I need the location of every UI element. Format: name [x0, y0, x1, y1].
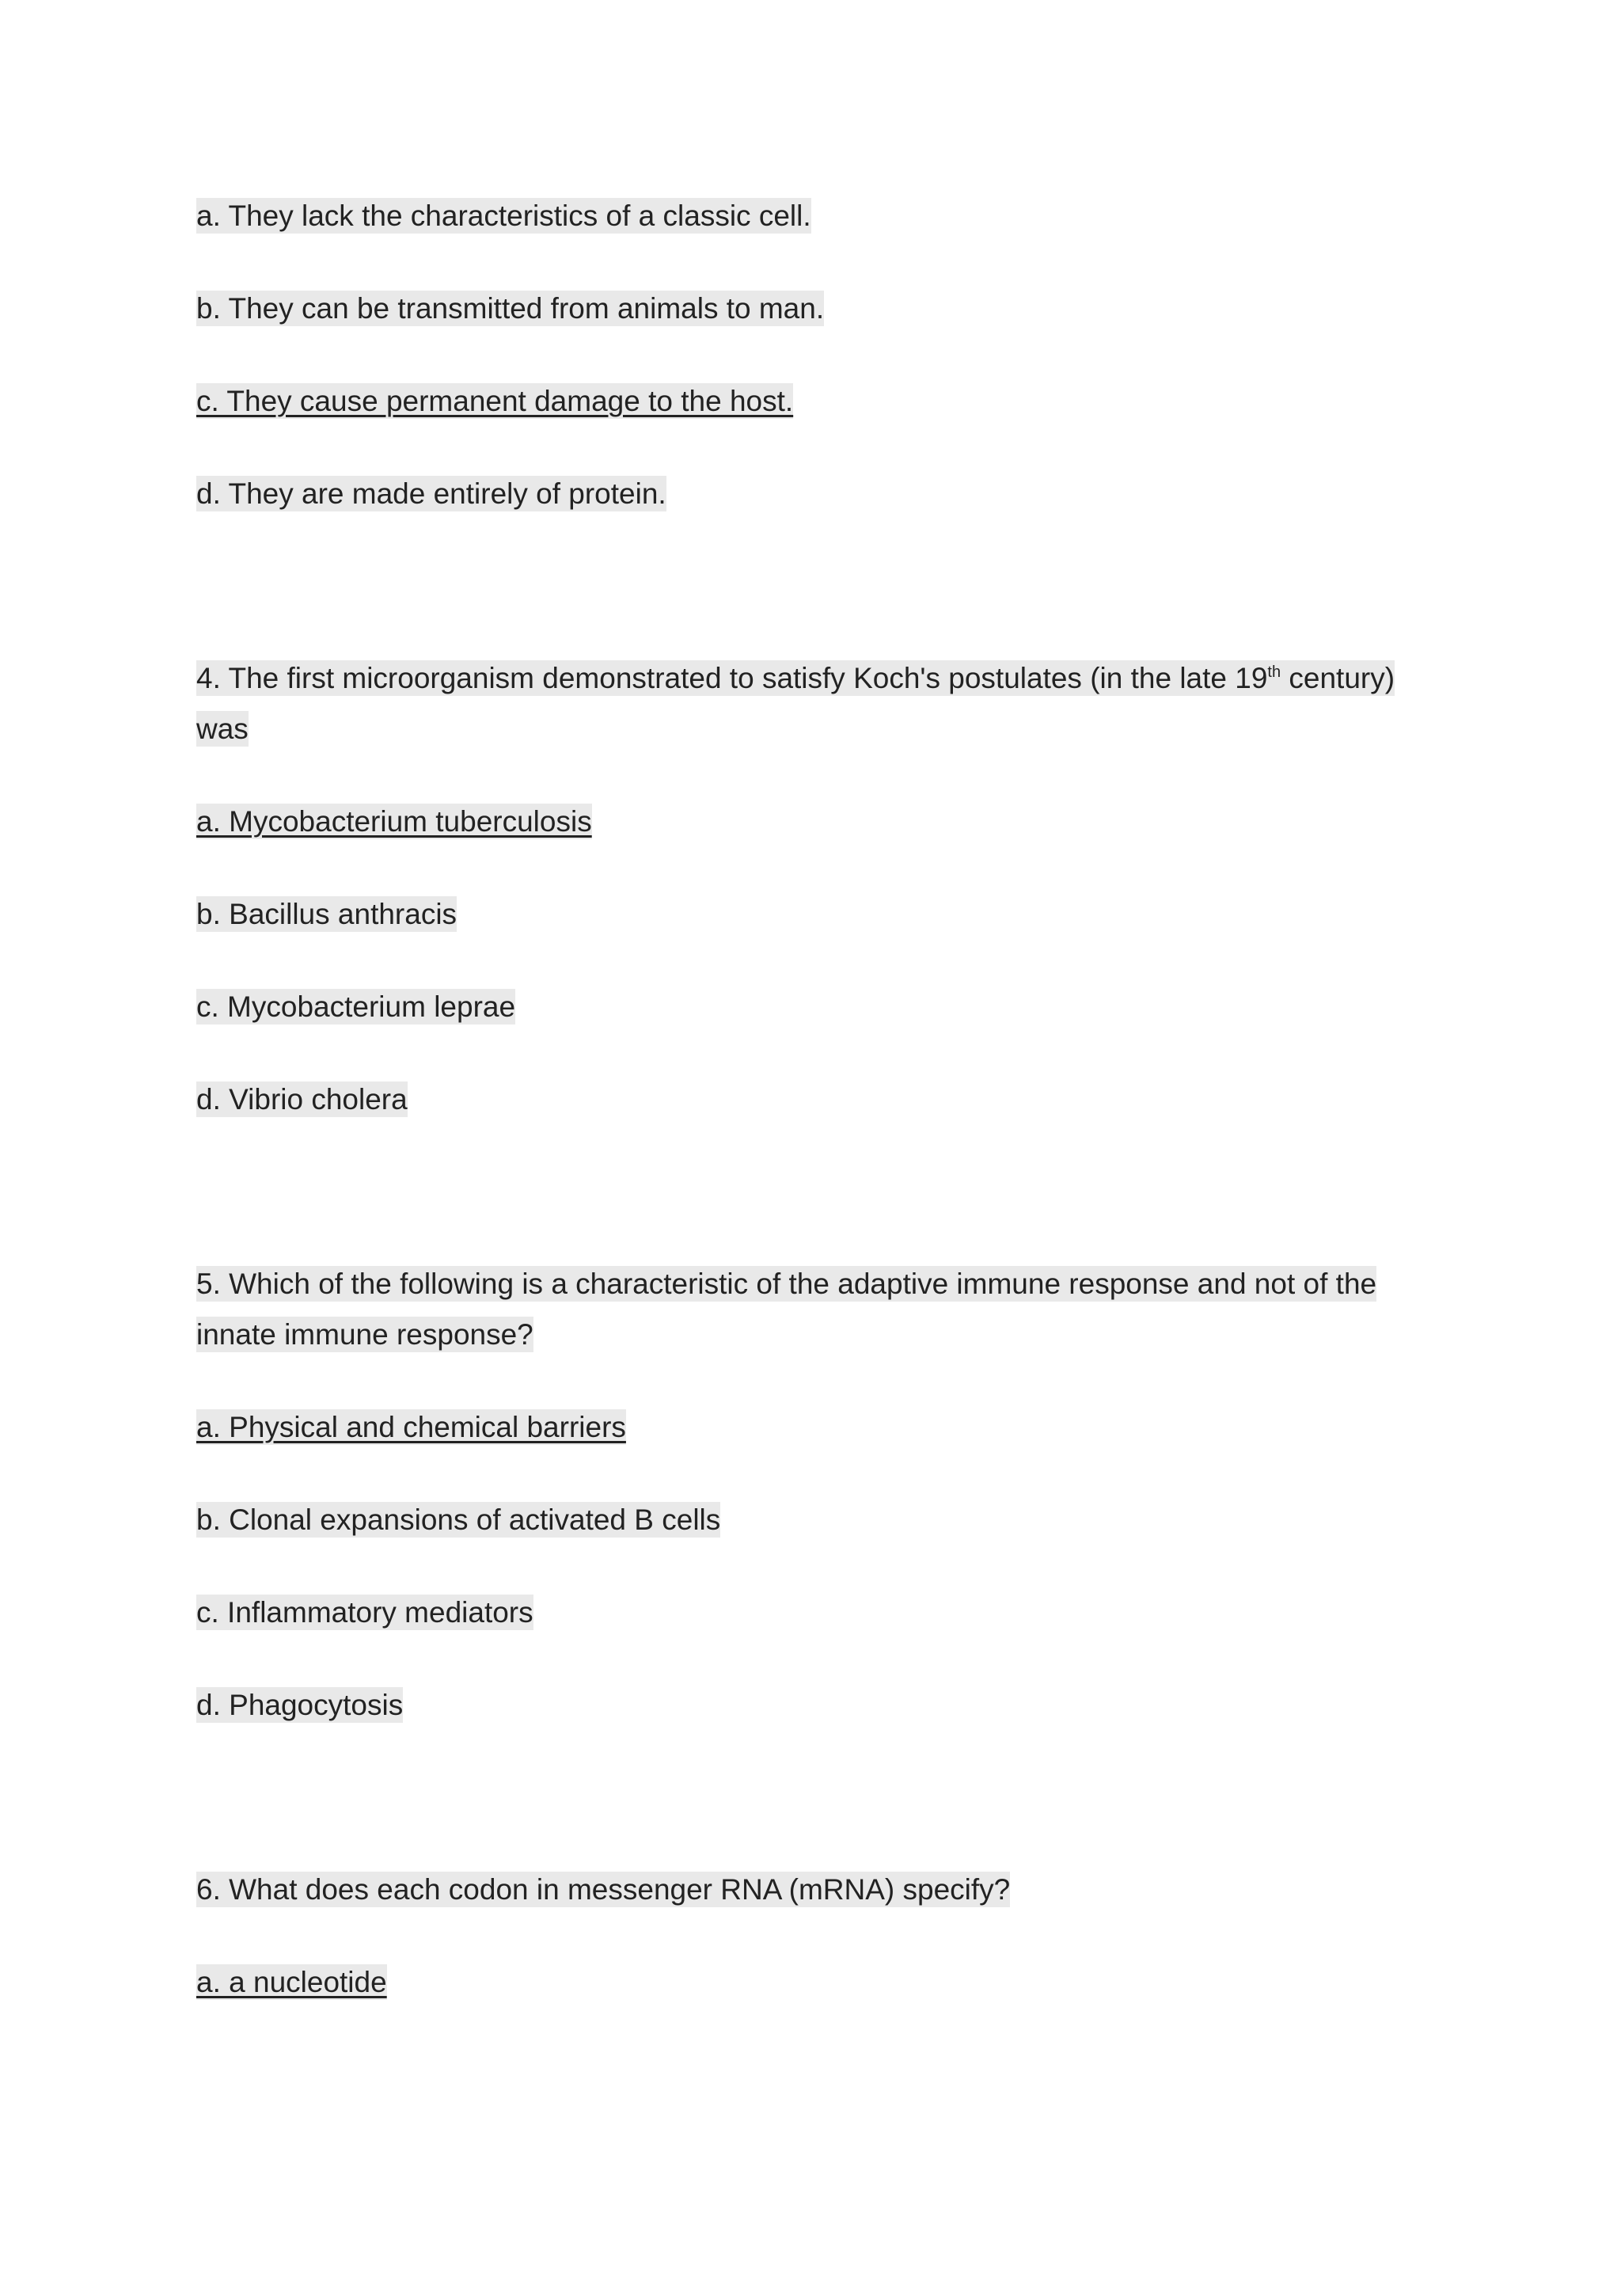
q6-stem — [196, 1872, 1010, 1908]
q4-stem-superscript: th — [1267, 663, 1281, 681]
q4-stem-line2: was — [196, 713, 249, 745]
q4-option-d — [196, 1081, 408, 1118]
q3-option-d-text: d. They are made entirely of protein. — [196, 477, 666, 510]
q5-option-a-text: a. Physical and chemical barriers — [196, 1411, 626, 1443]
q6-option-a-answer — [196, 1964, 387, 2001]
q5-option-c — [196, 1595, 533, 1631]
q5-option-b-text: b. Clonal expansions of activated B cells — [196, 1503, 721, 1536]
q5-option-d-text: d. Phagocytosis — [196, 1689, 404, 1721]
q4-option-c-text: c. Mycobacterium leprae — [196, 990, 516, 1023]
q5-option-d — [196, 1687, 403, 1724]
q3-option-a — [196, 198, 811, 234]
q4-option-b — [196, 896, 457, 933]
q6-stem-text: 6. What does each codon in messenger RNA (mRNA) specify? — [196, 1873, 1011, 1906]
q4-stem — [196, 660, 1395, 697]
q4-option-b-text: b. Bacillus anthracis — [196, 898, 457, 930]
q5-stem — [196, 1266, 1376, 1302]
q5-stem-line2: innate immune response? — [196, 1318, 533, 1351]
q4-stem-part1: 4. The first microorganism demonstrated to satisfy Koch's postulates (in the late 19 — [196, 662, 1268, 694]
q3-option-b-text: b. They can be transmitted from animals to man. — [196, 292, 825, 325]
q3-option-c-text: c. They cause permanent damage to the host. — [196, 385, 794, 417]
q5-stem-line1: 5. Which of the following is a characteristic of the adaptive immune response and not of the — [196, 1268, 1377, 1300]
q3-option-b — [196, 291, 824, 327]
q3-option-c-answer — [196, 383, 793, 420]
q4-option-d-text: d. Vibrio cholera — [196, 1083, 408, 1116]
q5-option-b — [196, 1502, 720, 1538]
q3-option-a-text: a. They lack the characteristics of a classic cell. — [196, 200, 811, 232]
q4-option-c — [196, 989, 515, 1025]
q4-option-a-text: a. Mycobacterium tuberculosis — [196, 805, 592, 838]
q4-option-a-answer — [196, 804, 592, 840]
q5-stem-continued — [196, 1317, 533, 1353]
q6-option-a-text: a. a nucleotide — [196, 1966, 387, 1998]
q3-option-d — [196, 476, 666, 512]
q4-stem-continued — [196, 711, 249, 747]
q5-option-a-answer — [196, 1409, 626, 1446]
q4-stem-part2: century) — [1281, 662, 1395, 694]
q4-stem-line1 — [196, 660, 1395, 696]
q5-option-c-text: c. Inflammatory mediators — [196, 1596, 533, 1629]
